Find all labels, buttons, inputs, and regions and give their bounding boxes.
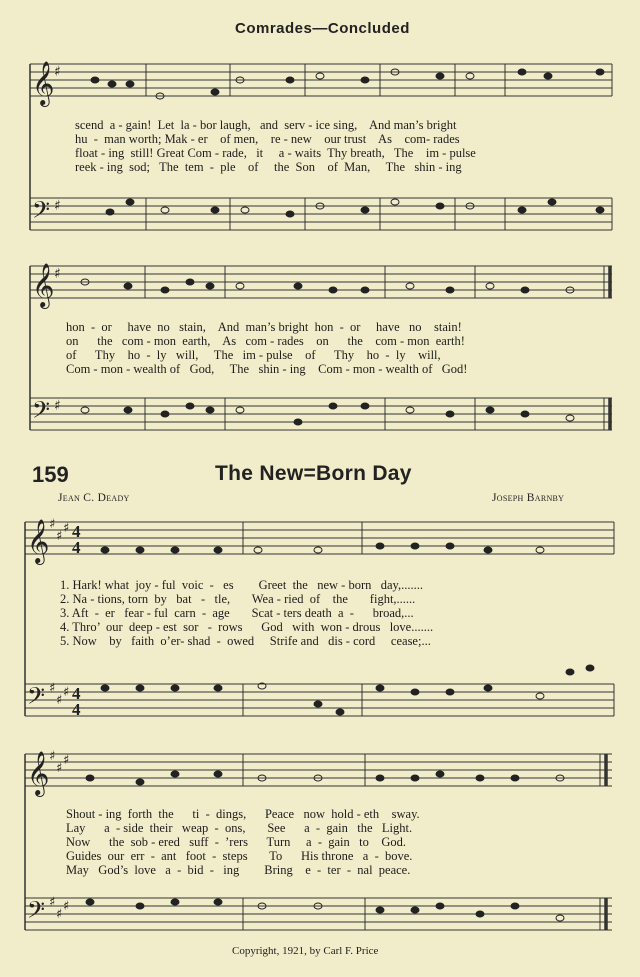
- svg-text:𝄞: 𝄞: [32, 263, 55, 307]
- svg-text:𝄢: 𝄢: [32, 196, 51, 229]
- svg-text:𝄞: 𝄞: [32, 61, 55, 105]
- lyric-line: Com - mon - wealth of God, The shin - ing Com - mon - wealth of God!: [66, 362, 468, 376]
- hymn-system-1: [0, 508, 640, 720]
- svg-text:𝄞: 𝄞: [27, 519, 50, 563]
- copyright-notice: Copyright, 1921, by Carl F. Price: [232, 945, 379, 957]
- lyric-line: 2. Na - tions, torn by bat - tle, Wea - ried of the fight,......: [60, 592, 416, 606]
- svg-text:4: 4: [72, 522, 81, 541]
- prev-hymn-system-2: [0, 252, 640, 452]
- svg-text:𝄢: 𝄢: [27, 682, 46, 715]
- svg-text:♯: ♯: [49, 895, 56, 910]
- svg-text:♯: ♯: [54, 398, 61, 414]
- hymn-title: The New=Born Day: [215, 462, 412, 485]
- lyric-line: 3. Aft - er fear - ful carn - age Scat - ters death a - broad,...: [60, 606, 414, 620]
- prev-hymn-system-1: [0, 52, 640, 252]
- svg-text:𝄢: 𝄢: [27, 896, 46, 929]
- svg-text:♯: ♯: [54, 198, 61, 214]
- svg-text:♯: ♯: [63, 521, 70, 536]
- lyric-line: Shout - ing forth the ti - dings, Peace now hold - eth sway.: [66, 807, 420, 821]
- svg-text:4: 4: [72, 538, 81, 557]
- svg-text:♯: ♯: [63, 685, 70, 700]
- author-credit: Jean C. Deady: [58, 492, 130, 504]
- svg-text:♯: ♯: [49, 517, 56, 532]
- lyric-line: hon - or have no stain, And man’s bright hon - or have no stain!: [66, 320, 462, 334]
- lyric-line: 5. Now by faith o’er- shad - owed Strife and dis - cord cease;...: [60, 634, 431, 648]
- svg-text:𝄢: 𝄢: [32, 396, 51, 429]
- lyric-line: float - ing still! Great Com - rade, it a - waits Thy breath, The im - pulse: [75, 146, 476, 160]
- lyric-line: 1. Hark! what joy - ful voic - es Greet the new - born day,.......: [60, 578, 423, 592]
- lyric-line: scend a - gain! Let la - bor laugh, and serv - ice sing, And man’s bright: [75, 118, 457, 132]
- svg-text:♯: ♯: [56, 761, 63, 776]
- svg-text:♯: ♯: [54, 64, 61, 80]
- svg-text:4: 4: [72, 700, 81, 719]
- svg-text:♯: ♯: [63, 753, 70, 768]
- svg-text:4: 4: [72, 684, 81, 703]
- lyric-line: of Thy ho - ly will, The im - pulse of Thy ho - ly will,: [66, 348, 441, 362]
- svg-text:♯: ♯: [49, 681, 56, 696]
- hymn-system-2: [0, 740, 640, 945]
- running-header: Comrades—Concluded: [235, 20, 410, 37]
- svg-text:♯: ♯: [56, 907, 63, 922]
- svg-text:𝄞: 𝄞: [27, 751, 50, 795]
- svg-text:♯: ♯: [54, 266, 61, 282]
- svg-text:♯: ♯: [56, 529, 63, 544]
- lyric-line: Guides our err - ant foot - steps To His throne a - bove.: [66, 849, 413, 863]
- lyric-line: May God’s love a - bid - ing Bring e - ter - nal peace.: [66, 863, 411, 877]
- lyric-line: 4. Thro’ our deep - est sor - rows God with won - drous love.......: [60, 620, 434, 634]
- svg-text:♯: ♯: [49, 749, 56, 764]
- lyric-line: on the com - mon earth, As com - rades on the com - mon earth!: [66, 334, 465, 348]
- hymn-number: 159: [32, 462, 69, 487]
- lyric-line: Lay a - side their weap - ons, See a - gain the Light.: [66, 821, 413, 835]
- svg-text:♯: ♯: [63, 899, 70, 914]
- lyric-line: reek - ing sod; The tem - ple of the Son of Man, The shin - ing: [75, 160, 462, 174]
- composer-credit: Joseph Barnby: [492, 492, 565, 504]
- svg-text:♯: ♯: [56, 693, 63, 708]
- lyric-line: hu - man worth; Mak - er of men, re - new our trust As com- rades: [75, 132, 460, 146]
- lyric-line: Now the sob - ered suff - ’rers Turn a - gain to God.: [66, 835, 407, 849]
